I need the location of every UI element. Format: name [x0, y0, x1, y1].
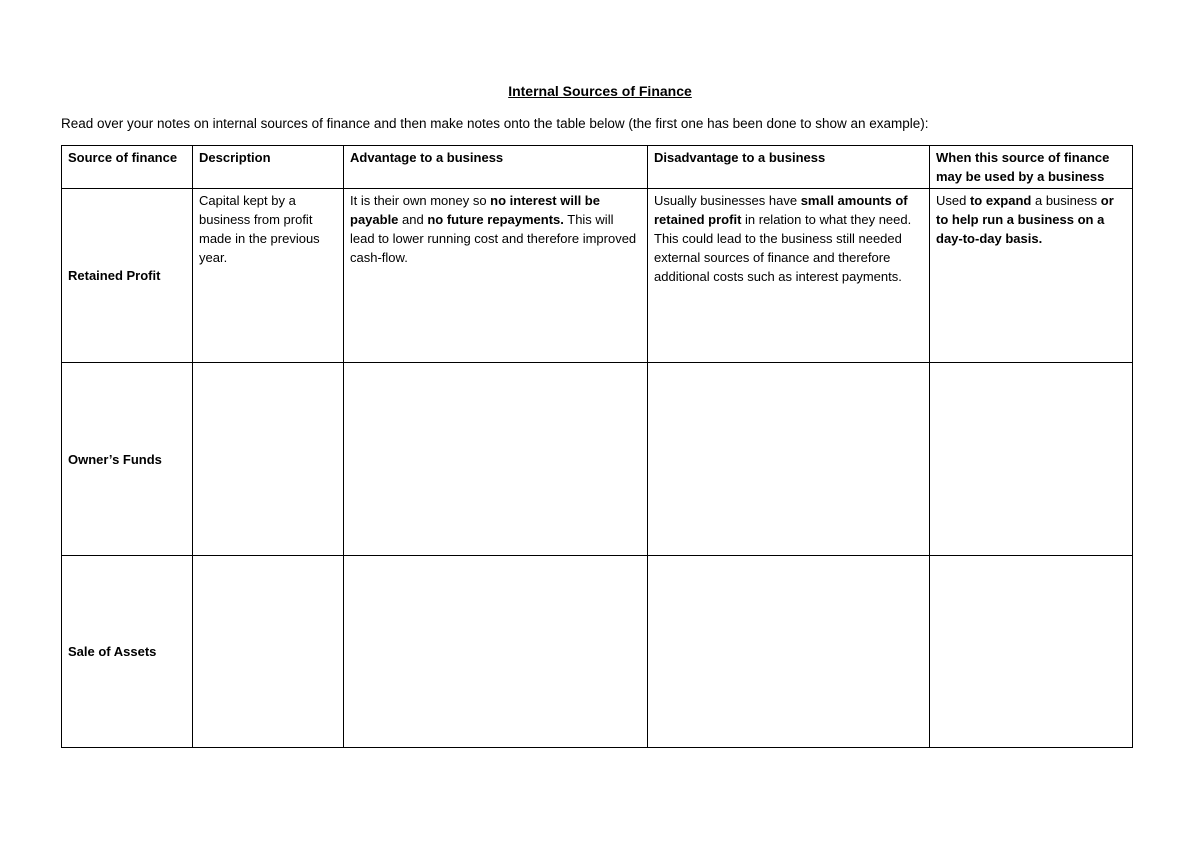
description-cell[interactable]	[193, 556, 344, 748]
text-segment: Usually businesses have	[654, 193, 801, 208]
when-used-cell[interactable]	[930, 363, 1133, 556]
bold-text-segment: small amounts of retained profit	[654, 193, 908, 227]
bold-text-segment: to expand	[969, 193, 1032, 208]
advantage-cell[interactable]	[344, 189, 648, 363]
table-header-row	[62, 146, 1133, 189]
bold-text-segment: or to help run a business on a day-to-day basis.	[936, 193, 1114, 246]
disadvantage-cell[interactable]	[648, 556, 930, 748]
text-segment: a business	[1031, 193, 1101, 208]
header-source: Source of finance	[62, 146, 193, 189]
table-row	[62, 556, 1133, 748]
bold-text-segment: no future repayments.	[427, 212, 564, 227]
text-segment: and	[398, 212, 428, 227]
when-used-cell[interactable]	[930, 556, 1133, 748]
bold-text-segment: no interest will be payable	[350, 193, 600, 227]
disadvantage-cell[interactable]	[648, 363, 930, 556]
table-row	[62, 363, 1133, 556]
header-disadvantage: Disadvantage to a business	[648, 146, 930, 189]
description-cell[interactable]	[193, 189, 344, 363]
advantage-cell[interactable]	[344, 363, 648, 556]
source-cell: Sale of Assets	[62, 556, 193, 748]
source-cell: Retained Profit	[62, 189, 193, 363]
text-segment: in relation to what they need. This could lead to the business still needed external sources of finance and therefore additional costs such as interest payments.	[654, 212, 912, 284]
text-segment: Used	[936, 193, 970, 208]
advantage-cell[interactable]	[344, 556, 648, 748]
header-advantage: Advantage to a business	[344, 146, 648, 189]
finance-table	[61, 145, 1133, 748]
text-segment: This will lead to lower running cost and therefore improved cash-flow.	[350, 212, 637, 265]
page-title: Internal Sources of Finance	[508, 83, 692, 99]
header-description: Description	[193, 146, 344, 189]
description-cell[interactable]	[193, 363, 344, 556]
header-when-used: When this source of finance may be used by a business	[930, 146, 1133, 189]
disadvantage-cell[interactable]	[648, 189, 930, 363]
table-row	[62, 189, 1133, 363]
text-segment: It is their own money so	[350, 193, 491, 208]
instructions-text: Read over your notes on internal sources of finance and then make notes onto the table below (the first one has been done to show an example):	[61, 116, 929, 131]
source-cell: Owner’s Funds	[62, 363, 193, 556]
when-used-cell[interactable]	[930, 189, 1133, 363]
text-segment: Capital kept by a business from profit made in the previous year.	[199, 193, 320, 265]
